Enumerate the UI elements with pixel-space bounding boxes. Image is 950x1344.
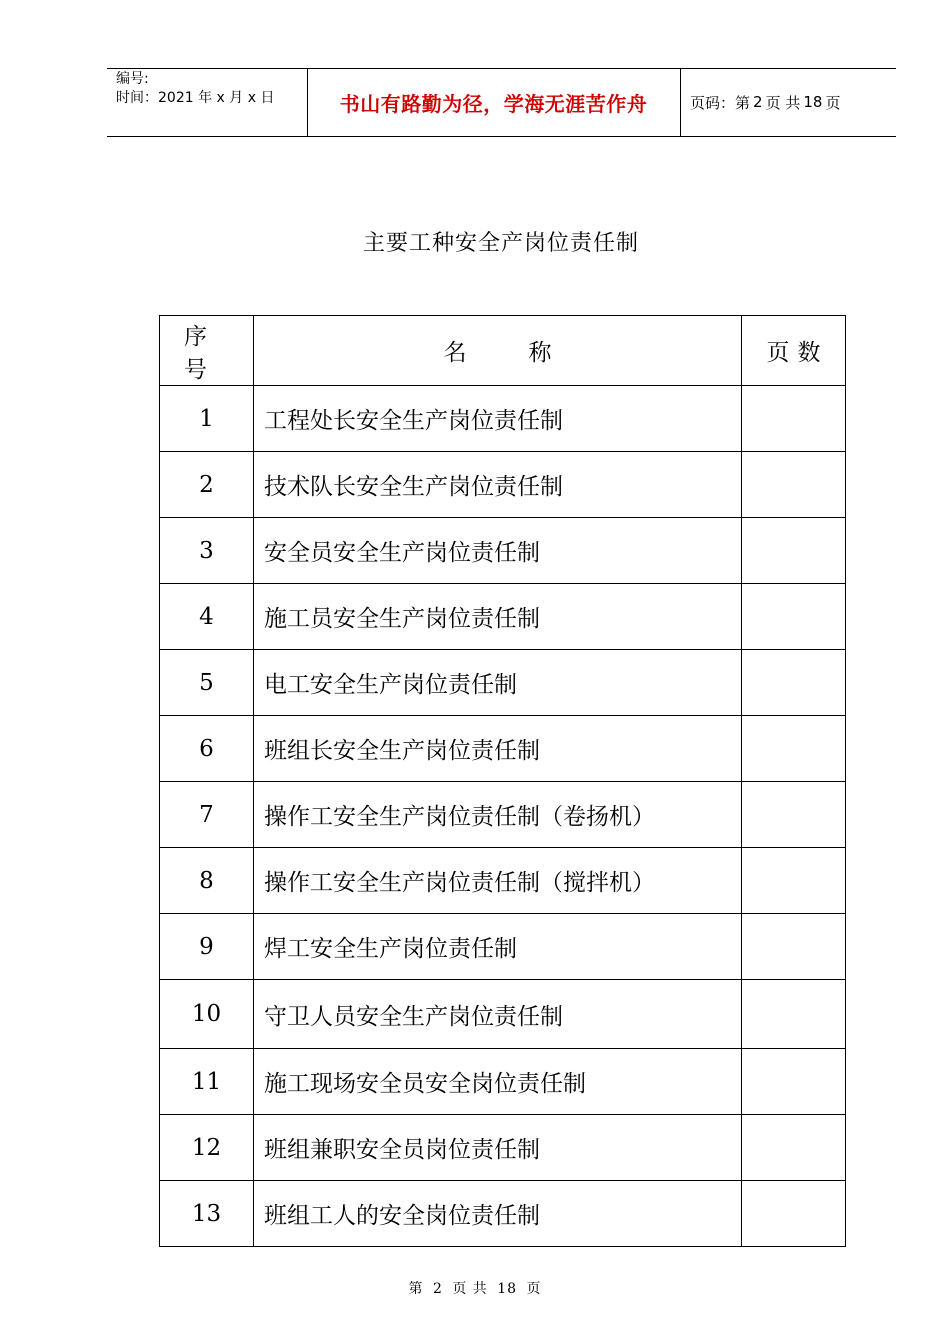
table-row bbox=[160, 716, 846, 782]
row-name: 操作工安全生产岗位责任制（搅拌机） bbox=[254, 848, 742, 914]
footer-current-page: 2 bbox=[432, 1281, 443, 1297]
table-row bbox=[160, 848, 846, 914]
table-row bbox=[160, 650, 846, 716]
header-label-name: 名称 bbox=[443, 340, 614, 366]
page-footer bbox=[0, 1278, 950, 1298]
row-pages bbox=[742, 386, 846, 452]
page-total: 18 bbox=[803, 93, 823, 111]
row-name: 班组工人的安全岗位责任制 bbox=[254, 1181, 742, 1247]
row-pages bbox=[742, 650, 846, 716]
row-name: 操作工安全生产岗位责任制（卷扬机） bbox=[254, 782, 742, 848]
header-divider bbox=[680, 68, 681, 136]
row-name: 工程处长安全生产岗位责任制 bbox=[254, 386, 742, 452]
row-pages bbox=[742, 1115, 846, 1181]
row-number: 9 bbox=[160, 914, 254, 980]
header-motto: 书山有路勤为径，学海无涯苦作舟 bbox=[339, 91, 648, 116]
row-number: 11 bbox=[160, 1049, 254, 1115]
footer-mid: 页 共 bbox=[452, 1281, 488, 1297]
table-row bbox=[160, 782, 846, 848]
row-pages bbox=[742, 980, 846, 1049]
header-bottom-rule bbox=[107, 136, 896, 137]
row-pages bbox=[742, 782, 846, 848]
row-name: 电工安全生产岗位责任制 bbox=[254, 650, 742, 716]
row-name: 施工现场安全员安全岗位责任制 bbox=[254, 1049, 742, 1115]
row-number: 13 bbox=[160, 1181, 254, 1247]
row-number: 2 bbox=[160, 452, 254, 518]
table-row bbox=[160, 1115, 846, 1181]
table-header-row bbox=[160, 316, 846, 386]
header-cell-pages bbox=[742, 316, 846, 386]
document-time: 时间：2021 年 x 月 x 日 bbox=[116, 90, 275, 106]
table-row bbox=[160, 980, 846, 1049]
header-cell-number bbox=[160, 316, 254, 386]
row-pages bbox=[742, 1181, 846, 1247]
table-row bbox=[160, 452, 846, 518]
header-label-number: 序 号 bbox=[184, 323, 229, 383]
header-cell-name bbox=[254, 316, 742, 386]
header-label-pages: 页数 bbox=[766, 340, 829, 366]
page-title: 主要工种安全产岗位责任制 bbox=[362, 231, 639, 256]
document-number-label: 编号: bbox=[116, 71, 149, 87]
header-meta bbox=[116, 70, 274, 108]
row-number: 7 bbox=[160, 782, 254, 848]
footer-prefix: 第 bbox=[408, 1281, 424, 1297]
page-end: 页 bbox=[825, 93, 841, 112]
row-name: 焊工安全生产岗位责任制 bbox=[254, 914, 742, 980]
row-pages bbox=[742, 1049, 846, 1115]
contents-table bbox=[159, 315, 846, 1247]
row-name: 施工员安全生产岗位责任制 bbox=[254, 584, 742, 650]
row-pages bbox=[742, 914, 846, 980]
row-pages bbox=[742, 518, 846, 584]
row-name: 班组兼职安全员岗位责任制 bbox=[254, 1115, 742, 1181]
table-row bbox=[160, 584, 846, 650]
table-row bbox=[160, 386, 846, 452]
footer-suffix: 页 bbox=[526, 1281, 542, 1297]
row-name: 安全员安全生产岗位责任制 bbox=[254, 518, 742, 584]
row-name: 班组长安全生产岗位责任制 bbox=[254, 716, 742, 782]
row-name: 守卫人员安全生产岗位责任制 bbox=[254, 980, 742, 1049]
table-row bbox=[160, 914, 846, 980]
row-pages bbox=[742, 848, 846, 914]
row-number: 4 bbox=[160, 584, 254, 650]
page-mid: 页 共 bbox=[765, 93, 801, 112]
page-current: 2 bbox=[753, 93, 763, 111]
table-row bbox=[160, 1181, 846, 1247]
header-page-info bbox=[690, 68, 843, 136]
row-pages bbox=[742, 452, 846, 518]
row-number: 6 bbox=[160, 716, 254, 782]
page-label: 页码：第 bbox=[690, 93, 751, 112]
row-pages bbox=[742, 584, 846, 650]
footer-total-pages: 18 bbox=[497, 1281, 518, 1297]
table-row bbox=[160, 518, 846, 584]
row-pages bbox=[742, 716, 846, 782]
row-number: 8 bbox=[160, 848, 254, 914]
row-number: 1 bbox=[160, 386, 254, 452]
row-name: 技术队长安全生产岗位责任制 bbox=[254, 452, 742, 518]
row-number: 12 bbox=[160, 1115, 254, 1181]
row-number: 3 bbox=[160, 518, 254, 584]
row-number: 5 bbox=[160, 650, 254, 716]
table-row bbox=[160, 1049, 846, 1115]
row-number: 10 bbox=[160, 980, 254, 1049]
